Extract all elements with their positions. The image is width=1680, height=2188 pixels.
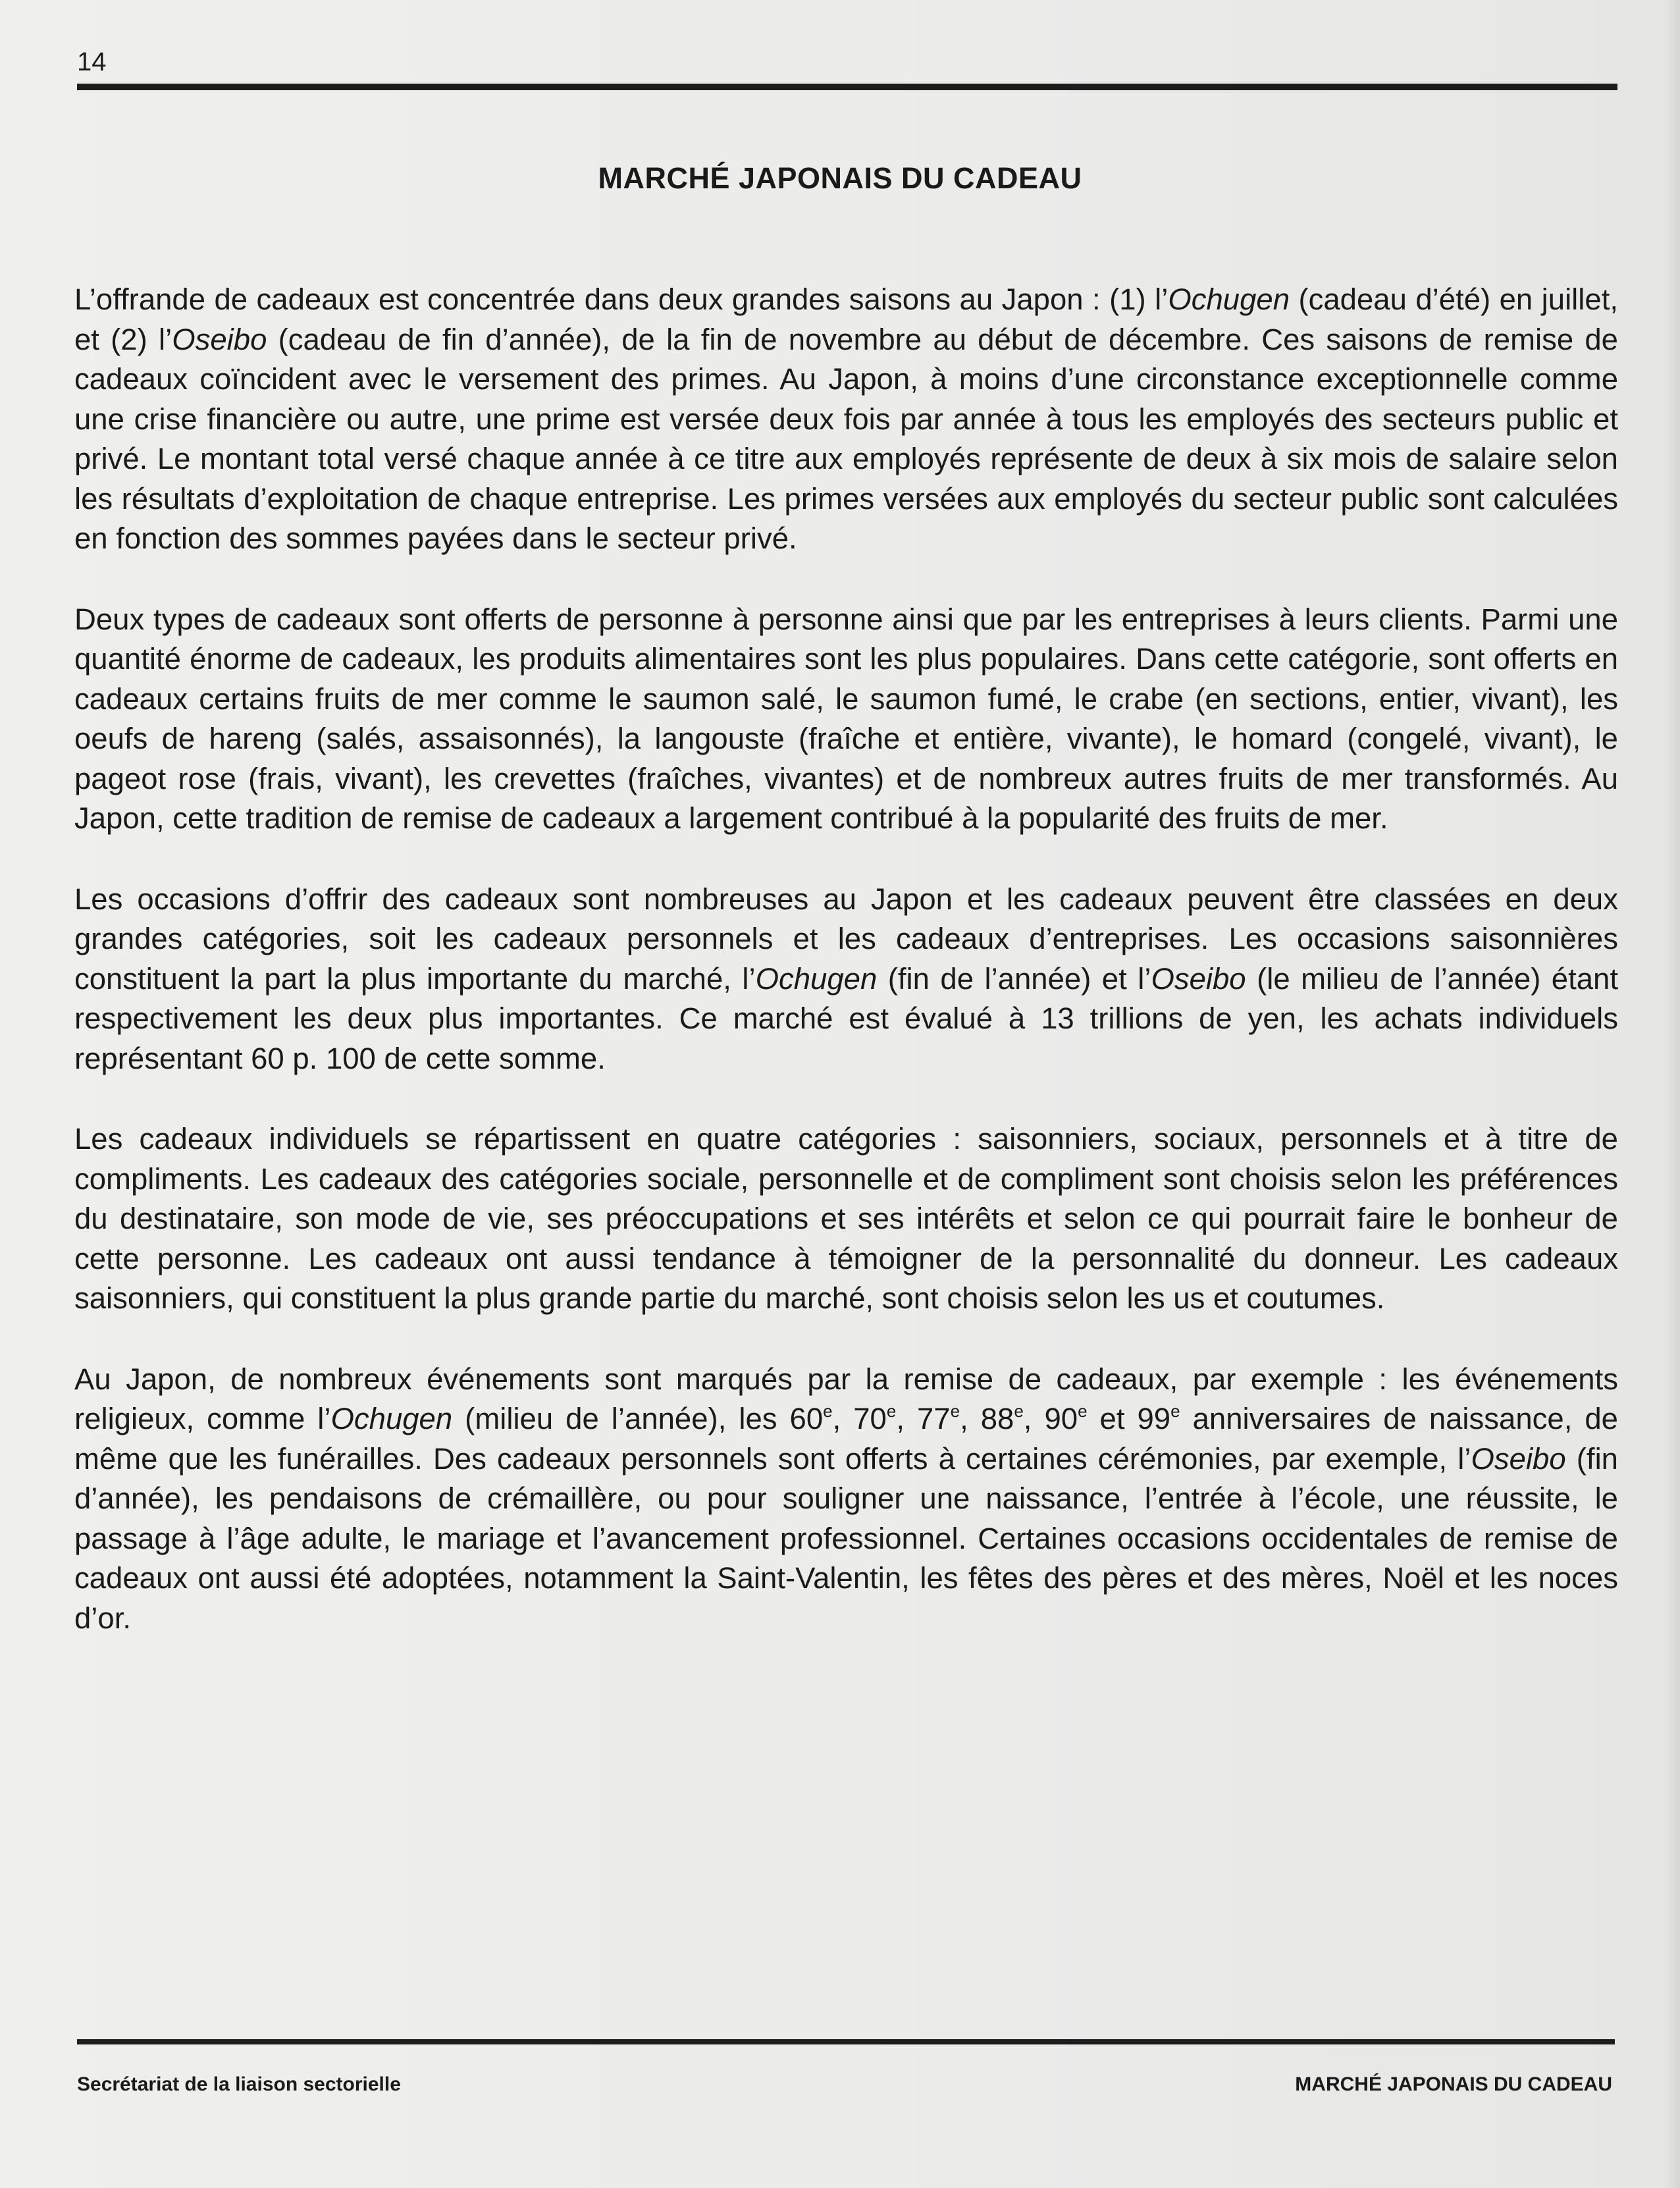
text-span: (fin d’année), les pendaisons de crémaillère, ou pour souligner une naissance, l’entrée à l’école, une réussite, le passage à l’âge adulte, le mariage et l’avancement professionnel. Certaines occasions occidentales de remise de cadeaux ont aussi été adoptées, notamment la Saint-Valentin, les fêtes des pères et des mères, Noël et les noces d’or. [74,1441,1618,1635]
italic-term: Ochugen [330,1402,453,1435]
text-span: , 90 [1023,1402,1078,1435]
text-span: Les occasions d’offrir des cadeaux sont nombreuses au Japon et les cadeaux peuvent être classées en deux grandes catégories, soit les cadeaux personnels et les cadeaux d’entreprises. Les occasions saisonnières constituent la part la plus importante du marché, l’ [74,882,1618,996]
italic-term: Oseibo [1151,961,1246,996]
footer-running-title: MARCHÉ JAPONAIS DU CADEAU [1295,2073,1612,2095]
paragraph-2: Deux types de cadeaux sont offerts de personne à personne ainsi que par les entreprises à leurs clients. Parmi une quantité énorme de cadeaux, les produits alimentaires sont les plus populaires. Dans cette catégorie, sont offerts en cadeaux certains fruits de mer comme le saumon salé, le saumon fumé, le crabe (en sections, entier, vivant), les oeufs de hareng (salés, assaisonnés), la langouste (fraîche et entière, vivante), le homard (congelé, vivant), le pageot rose (frais, vivant), les crevettes (fraîches, vivantes) et de nombreux autres fruits de mer transformés. Au Japon, cette tradition de remise de cadeaux a largement contribué à la popularité des fruits de mer. [74,602,1618,835]
text-span: (le milieu de l’année) étant respectivement les deux plus importantes. Ce marché est évalué à 13 trillions de yen, les achats individuels représentant 60 p. 100 de cette somme. [74,961,1619,1075]
text-span: (fin de l’année) et l’ [877,961,1151,996]
italic-term: Ochugen [1168,282,1290,316]
page-title: MARCHÉ JAPONAIS DU CADEAU [598,161,1082,195]
ordinal-superscript: e [823,1401,833,1421]
paragraph-1 [74,280,1618,559]
text-span: (cadeau de fin d’année), de la fin de novembre au début de décembre. Ces saisons de remise de cadeaux coïncident avec le versement des primes. Au Japon, à moins d’une circonstance exceptionnelle comme une crise financière ou autre, une prime est versée deux fois par année à tous les employés des secteurs public et privé. Le montant total versé chaque année à ce titre aux employés représente de deux à six mois de salaire selon les résultats d’exploitation de chaque entreprise. Les primes versées aux employés du secteur public sont calculées en fonction des sommes payées dans le secteur privé. [74,322,1618,555]
ordinal-superscript: e [886,1401,897,1421]
ordinal-superscript: e [1170,1401,1180,1421]
italic-term: Ochugen [755,961,878,996]
ordinal-superscript: e [1078,1401,1088,1421]
page-number: 14 [77,47,107,76]
footer-rule [77,2039,1615,2044]
paragraph-5 [74,1360,1618,1639]
italic-term: Oseibo [1471,1441,1566,1476]
footer-organization: Secrétariat de la liaison sectorielle [77,2073,401,2095]
text-span: anniversaires de naissance, de même que les funérailles. Des cadeaux personnels sont offerts à certaines cérémonies, par exemple, l’ [74,1402,1618,1476]
text-span: (milieu de l’année), les 60 [452,1402,824,1435]
ordinal-superscript: e [950,1401,960,1421]
paragraph-4: Les cadeaux individuels se répartissent en quatre catégories : saisonniers, sociaux, personnels et à titre de compliments. Les cadeaux des catégories sociale, personnelle et de compliment sont choisis selon les préférences du destinataire, son mode de vie, ses préoccupations et ses intérêts et selon ce qui pourrait faire le bonheur de cette personne. Les cadeaux ont aussi tendance à témoigner de la personnalité du donneur. Les cadeaux saisonniers, qui constituent la plus grande partie du marché, sont choisis selon les us et coutumes. [74,1122,1618,1315]
page-edge-shadow [1666,0,1680,2188]
text-span: L’offrande de cadeaux est concentrée dans deux grandes saisons au Japon : (1) l’ [74,282,1168,316]
text-span: (cadeau d’été) en juillet, et (2) l’ [74,282,1618,356]
ordinal-superscript: e [1014,1401,1024,1421]
body-text [74,280,1618,1679]
italic-term: Oseibo [172,322,267,356]
text-span: Au Japon, de nombreux événements sont marqués par la remise de cadeaux, par exemple : les événements religieux, comme l’ [74,1362,1618,1435]
text-span: , 88 [960,1402,1014,1435]
text-span: et 99 [1087,1402,1171,1435]
paragraph-3 [74,880,1618,1079]
text-span: , 77 [896,1402,951,1435]
text-span: , 70 [832,1402,887,1435]
header-rule [77,84,1617,90]
